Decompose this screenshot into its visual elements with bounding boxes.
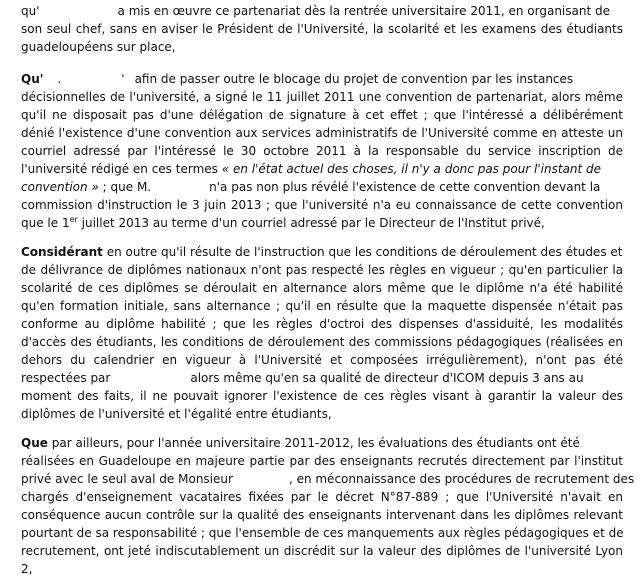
- text-line: diplômes de l'université et l'égalité entre étudiants,: [21, 407, 332, 421]
- text-line: privé avec le seul aval de Monsieur , en méconnaissance des procédures de recrutement des: [21, 472, 635, 486]
- text-line: l'université rédigé en ces termes « en l'état actuel des choses, il n'y a donc pas pour l'instant de: [21, 162, 602, 176]
- text-line: guadeloupéens sur place,: [21, 40, 176, 54]
- paragraph-lead: Considérant: [21, 245, 103, 259]
- text-line: conforme au diplôme habilité ; que les règles d'octroi des dispenses d'assiduité, les modalités: [21, 317, 623, 331]
- text-line: commission d'instruction le 3 juin 2013 ; que l'université n'a eu connaissance de cette convention: [21, 198, 623, 212]
- text-line: conséquence aucun contrôle sur la qualité des enseignants intervenant dans les diplômes relevant: [21, 508, 623, 522]
- text-line: Considérant en outre qu'il résulte de l'instruction que les conditions de déroulement des études et: [21, 245, 623, 259]
- text-line: chargés d'enseignement vacataires fixées par le décret N°87-889 ; que l'Université n'avait en: [21, 490, 623, 504]
- text-line: d'accès des étudiants, les conditions de déroulement des commissions pédagogiques (réalisées en: [21, 335, 623, 349]
- stray-mark: ': [121, 72, 125, 86]
- text-line: réalisées en Guadeloupe en majeure partie par des enseignants recrutés directement par l'institut: [21, 454, 623, 468]
- paragraph-lead: qu': [21, 4, 40, 18]
- quoted-email-excerpt: convention »: [21, 180, 99, 194]
- quoted-email-excerpt: « en l'état actuel des choses, il n'y a donc pas pour l'instant de: [221, 162, 602, 176]
- text-line: pourtant de sa responsabilité ; que l'ensemble de ces manquements aux règles pédagogiques et de: [21, 526, 624, 540]
- text-line: scolarité de ces diplômes se déroulait en alternance alors même que le diplôme n'a été habilité: [21, 281, 623, 295]
- paragraph-lead: Qu': [21, 72, 44, 86]
- paragraph-lead: Que: [21, 436, 48, 450]
- ordinal-superscript: er: [69, 215, 78, 224]
- text-line: recrutement, ont jeté indiscutablement un discrédit sur la valeur des diplômes de l'université Lyon: [21, 544, 623, 558]
- text-line: respectées par alors même qu'en sa qualité de directeur d'ICOM depuis 3 ans au: [21, 371, 584, 385]
- text-line: dehors du calendrier en vigueur à l'Université et composées irrégulièrement), n'ont pas été: [21, 353, 623, 367]
- text-line: décisionnelles de l'université, a signé le 11 juillet 2011 une convention de partenariat, alors même: [21, 90, 623, 104]
- text-line: que le 1er juillet 2013 au terme d'un courriel adressé par le Directeur de l'Institut privé,: [21, 215, 545, 230]
- text-line: qu'il ne disposait pas d'une délégation de signature à cet effet ; que l'intéressé a délibérément: [21, 108, 623, 122]
- text-line: 2,: [21, 562, 33, 576]
- stray-mark: .: [57, 72, 62, 86]
- text-line: qu'en formation initiale, sans alternance ; qu'il en résulte que la maquette dispensée n'était pas: [21, 299, 623, 313]
- text-line: son seul chef, sans en aviser le Président de l'Université, la scolarité et les examens des étudiants: [21, 22, 623, 36]
- text-line: de délivrance de diplômes nationaux n'ont pas respecté les règles en vigueur ; qu'en particulier la: [21, 263, 623, 277]
- text-line: convention » ; que M. n'a pas non plus révélé l'existence de cette convention devant la: [21, 180, 601, 194]
- text-line: courriel adressé par l'intéressé le 30 octobre 2011 à la responsable du service inscription de: [21, 144, 623, 158]
- text-line: qu' a mis en œuvre ce partenariat dès la rentrée universitaire 2011, en organisant de: [21, 4, 610, 18]
- text-line: moment des faits, il ne pouvait ignorer l'existence de ces règles visant à garantir la valeur des: [21, 389, 623, 403]
- text-line: Que par ailleurs, pour l'année universitaire 2011-2012, les évaluations des étudiants ont été: [21, 436, 580, 450]
- text-line: Qu' . ' afin de passer outre le blocage du projet de convention par les instances: [21, 72, 574, 86]
- text-line: dénié l'existence d'une convention aux services administratifs de l'Université comme en atteste un: [21, 126, 623, 140]
